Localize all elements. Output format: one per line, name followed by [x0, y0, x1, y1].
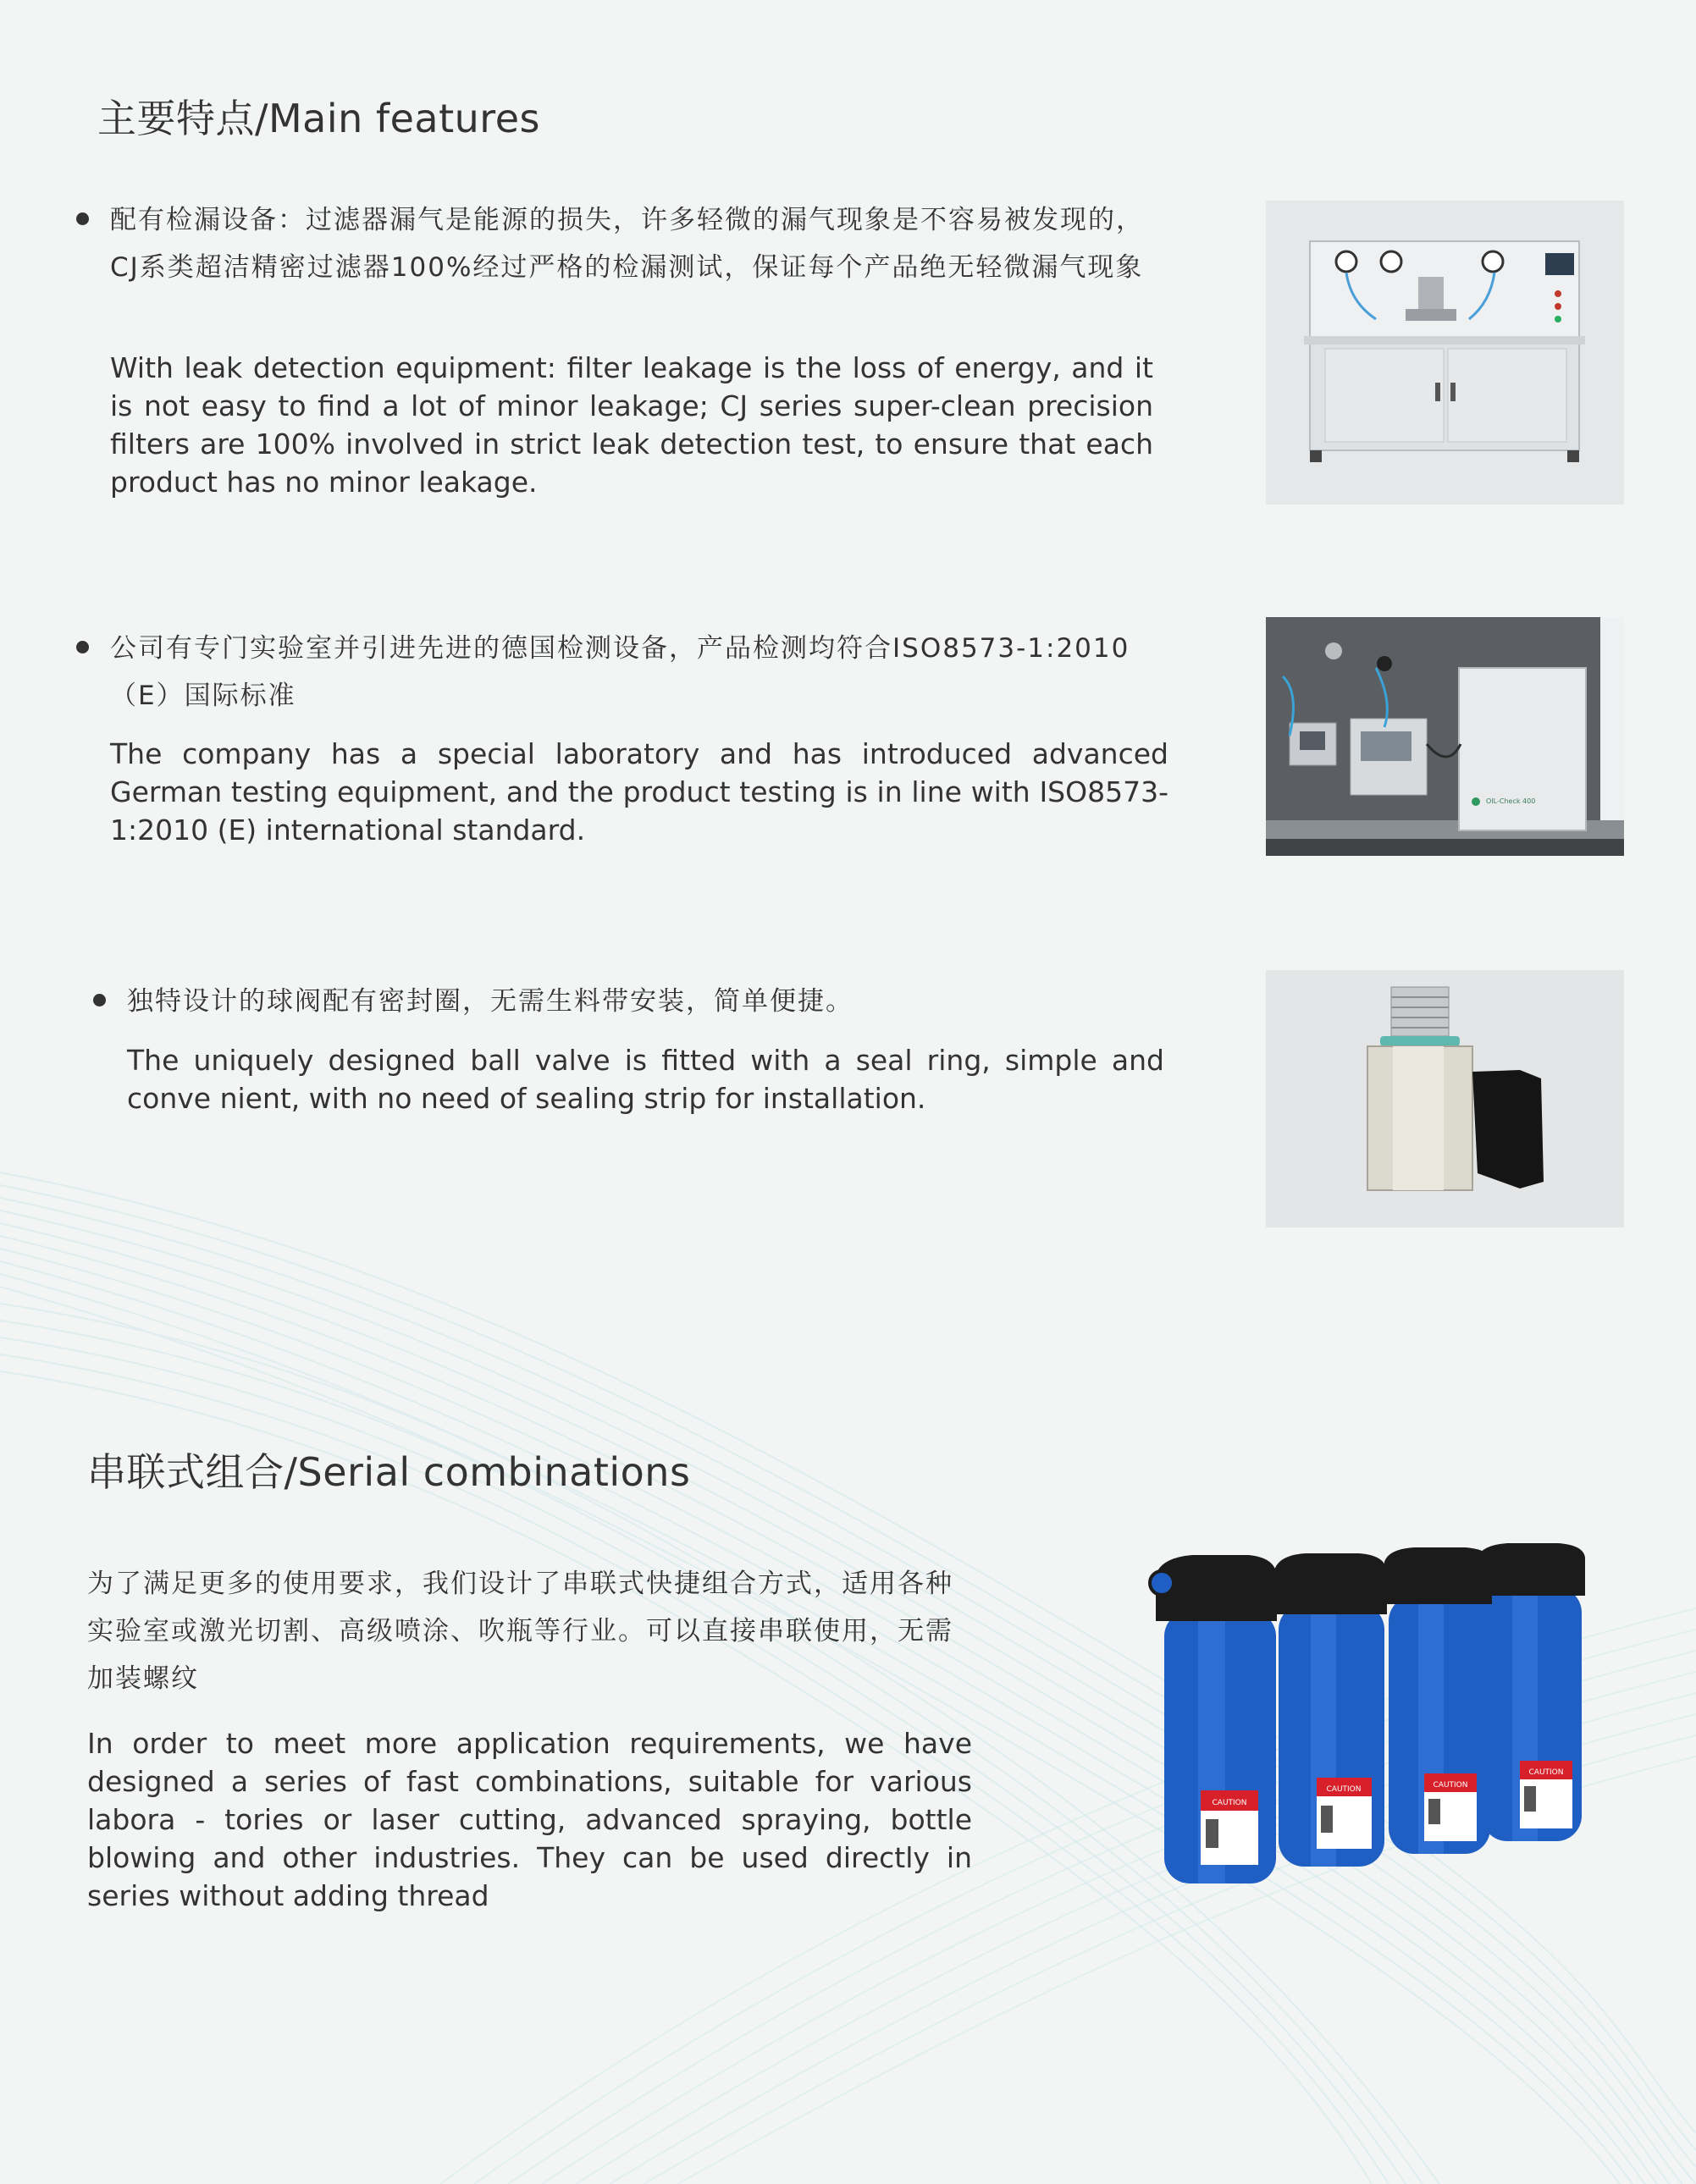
main-features-heading: 主要特点/Main features	[97, 96, 540, 141]
feature-1-en-text: With leak detection equipment: filter leakage is the loss of energy, and it is not easy to find a lot of minor leakage; CJ series super-clean precision filters are 100% involved in strict leak detection test, to ensure that each product has no minor leakage.	[110, 351, 1153, 499]
feature-1-cn-text: 配有检漏设备：过滤器漏气是能源的损失，许多轻微的漏气现象是不容易被发现的，CJ系类超洁精密过滤器100%经过严格的检漏测试，保证每个产品绝无轻微漏气现象	[110, 205, 1144, 283]
serial-filter-combination-image	[1118, 1536, 1626, 1939]
feature-3-cn-text: 独特设计的球阀配有密封圈，无需生料带安装，简单便捷。	[127, 986, 854, 1017]
caution-label: CAUTION	[1528, 1768, 1564, 1777]
bullet	[76, 641, 89, 654]
caution-label: CAUTION	[1433, 1781, 1468, 1790]
feature-3-en-text: The uniquely designed ball valve is fitted with a seal ring, simple and conve nient, with no need of sealing strip for installation.	[127, 1044, 1164, 1115]
bullet	[76, 212, 89, 225]
german-testing-equipment-image	[1266, 617, 1624, 856]
leak-detection-bench-image	[1266, 201, 1624, 505]
serial-combinations-en-text: In order to meet more application requirements, we have designed a series of fast combinations, suitable for various labora - tories or laser cutting, advanced spraying, bottle blowing and other industries. They can be used directly in series without adding thread	[87, 1727, 972, 1912]
serial-combinations-heading: 串联式组合/Serial combinations	[87, 1449, 691, 1495]
feature-2-cn-text: 公司有专门实验室并引进先进的德国检测设备，产品检测均符合ISO8573-1:2010（E）国际标准	[110, 633, 1130, 711]
serial-combinations-cn-text: 为了满足更多的使用要求，我们设计了串联式快捷组合方式，适用各种实验室或激光切割、高级喷涂、吹瓶等行业。可以直接串联使用，无需加装螺纹	[87, 1569, 953, 1694]
caution-label: CAUTION	[1212, 1799, 1247, 1807]
caution-label: CAUTION	[1326, 1785, 1362, 1794]
bullet	[93, 994, 106, 1007]
oil-check-label: OIL-Check 400	[1486, 797, 1536, 805]
feature-2-en-text: The company has a special laboratory and has introduced advanced German testing equipment, and the product testing is in line with ISO8573-1:2010 (E) international standard.	[110, 737, 1168, 847]
ball-valve-image	[1266, 970, 1624, 1227]
